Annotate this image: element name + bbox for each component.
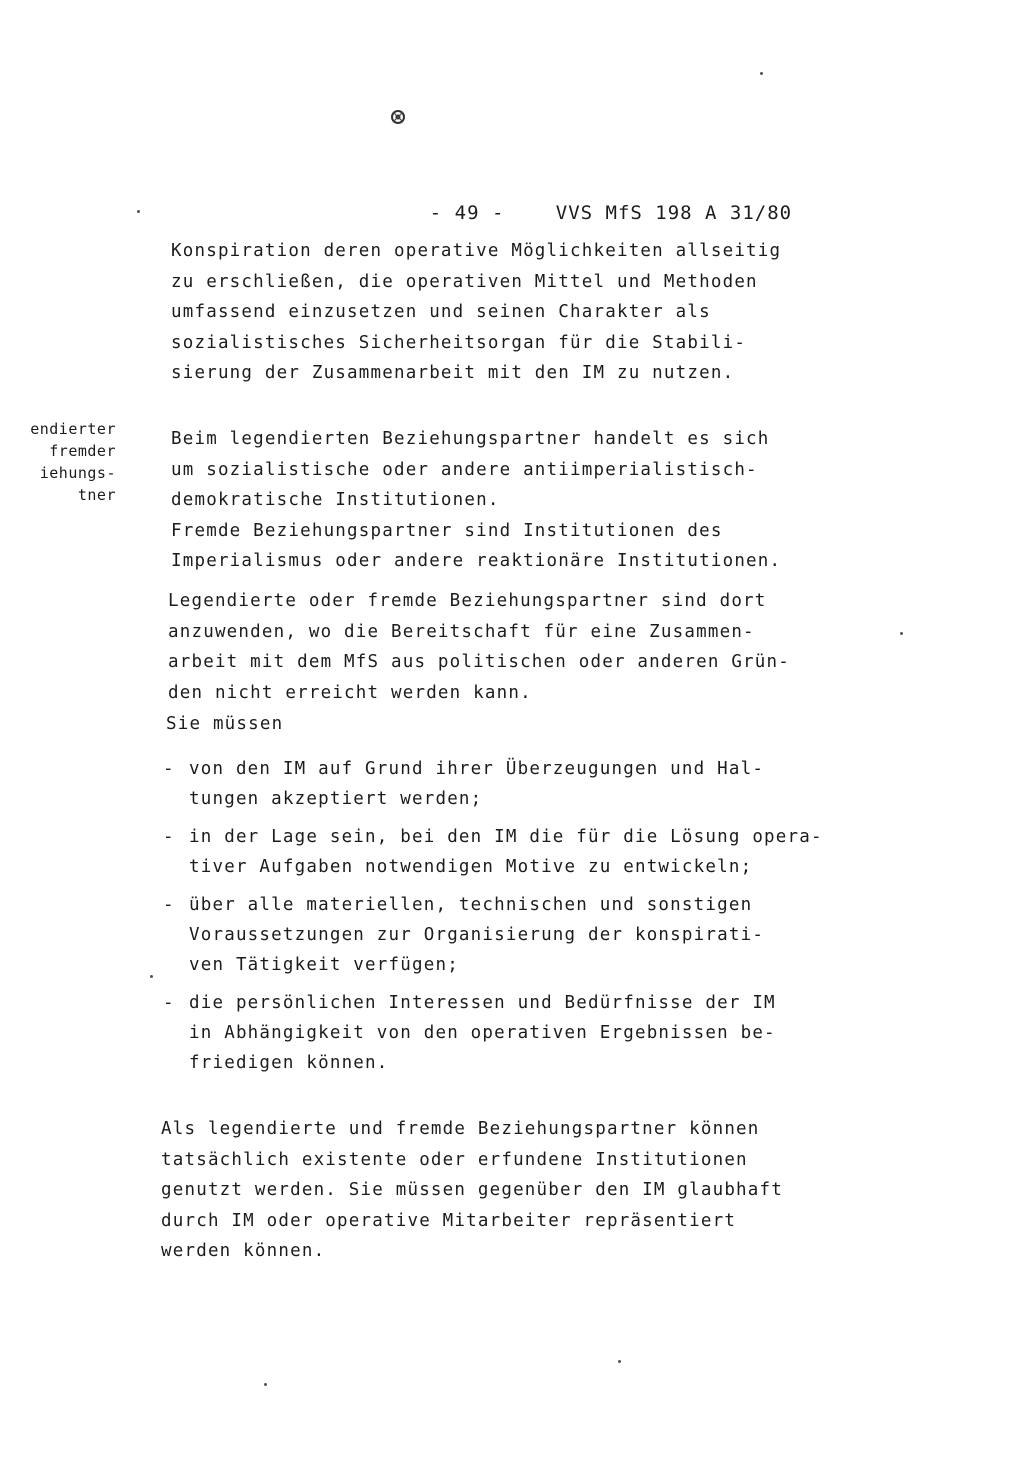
list-item xyxy=(163,890,823,980)
scan-speck xyxy=(900,632,903,635)
paragraph-4 xyxy=(166,709,283,740)
text-line: Imperialismus oder andere reaktionäre Institutionen. xyxy=(171,551,782,571)
text-line: durch IM oder operative Mitarbeiter repräsentiert xyxy=(161,1210,737,1231)
margin-note-line: tner xyxy=(77,486,116,504)
list-item xyxy=(163,822,823,882)
text-line: in Abhängigkeit von den operativen Ergebnissen be- xyxy=(189,1023,776,1043)
text-line: tatsächlich existente oder erfundene Institutionen xyxy=(161,1149,748,1170)
text-line: anzuwenden, wo die Bereitschaft für eine Zusammen- xyxy=(168,621,755,642)
list-item xyxy=(163,754,823,814)
paragraph-2 xyxy=(171,424,781,577)
text-line: um sozialistische oder andere antiimperialistisch- xyxy=(171,459,758,480)
text-line: arbeit mit dem MfS aus politischen oder anderen Grün- xyxy=(168,652,791,672)
scan-speck xyxy=(150,975,153,978)
margin-note-line: fremder xyxy=(49,442,116,460)
page-number: - 49 - xyxy=(429,202,505,224)
bullet-dash: - xyxy=(163,759,175,779)
text-line: tiver Aufgaben notwendigen Motive zu entwickeln; xyxy=(189,857,753,877)
margin-note-line: endierter xyxy=(30,420,116,438)
text-line: sierung der Zusammenarbeit mit den IM zu nutzen. xyxy=(171,363,735,383)
text-line: Fremde Beziehungspartner sind Institutionen des xyxy=(171,520,723,541)
stamp-mark-icon xyxy=(389,108,407,126)
scan-speck xyxy=(264,1383,267,1386)
text-line: Beim legendierten Beziehungspartner handelt es sich xyxy=(171,429,770,449)
text-line: werden können. xyxy=(161,1241,326,1261)
text-line: den nicht erreicht werden kann. xyxy=(168,682,532,703)
text-line: Legendierte oder fremde Beziehungspartner sind dort xyxy=(168,591,767,611)
text-line: umfassend einzusetzen und seinen Charakter als xyxy=(171,302,711,322)
scan-speck xyxy=(137,210,140,213)
scan-speck xyxy=(618,1360,621,1363)
text-line: Sie müssen xyxy=(166,714,284,734)
margin-note xyxy=(4,418,116,506)
text-line: genutzt werden. Sie müssen gegenüber den IM glaubhaft xyxy=(161,1180,784,1200)
text-line: tungen akzeptiert werden; xyxy=(189,789,483,809)
text-line: friedigen können. xyxy=(189,1053,389,1073)
text-line: von den IM auf Grund ihrer Überzeugungen und Hal- xyxy=(189,759,765,779)
text-line: in der Lage sein, bei den IM die für die Lösung opera- xyxy=(189,827,823,847)
text-line: sozialistisches Sicherheitsorgan für die Stabili- xyxy=(171,332,747,353)
text-line: die persönlichen Interessen und Bedürfnisse der IM xyxy=(189,993,776,1013)
paragraph-1 xyxy=(171,236,781,389)
margin-note-line: iehungs- xyxy=(39,464,116,482)
text-line: Voraussetzungen zur Organisierung der konspirati- xyxy=(189,925,765,945)
text-line: Konspiration deren operative Möglichkeiten allseitig xyxy=(171,241,782,261)
text-line: zu erschließen, die operativen Mittel und Methoden xyxy=(171,271,758,292)
bullet-list xyxy=(163,754,823,1086)
scan-speck xyxy=(760,72,763,75)
list-item xyxy=(163,988,823,1078)
bullet-dash: - xyxy=(163,827,175,847)
paragraph-5 xyxy=(161,1114,783,1267)
text-line: ven Tätigkeit verfügen; xyxy=(189,955,459,975)
text-line: über alle materiellen, technischen und sonstigen xyxy=(189,895,753,915)
text-line: demokratische Institutionen. xyxy=(171,490,500,510)
text-line: Als legendierte und fremde Beziehungspartner können xyxy=(161,1119,760,1139)
paragraph-3 xyxy=(168,586,790,708)
bullet-dash: - xyxy=(163,895,175,915)
document-reference: VVS MfS 198 A 31/80 xyxy=(555,202,793,224)
bullet-dash: - xyxy=(163,993,175,1013)
